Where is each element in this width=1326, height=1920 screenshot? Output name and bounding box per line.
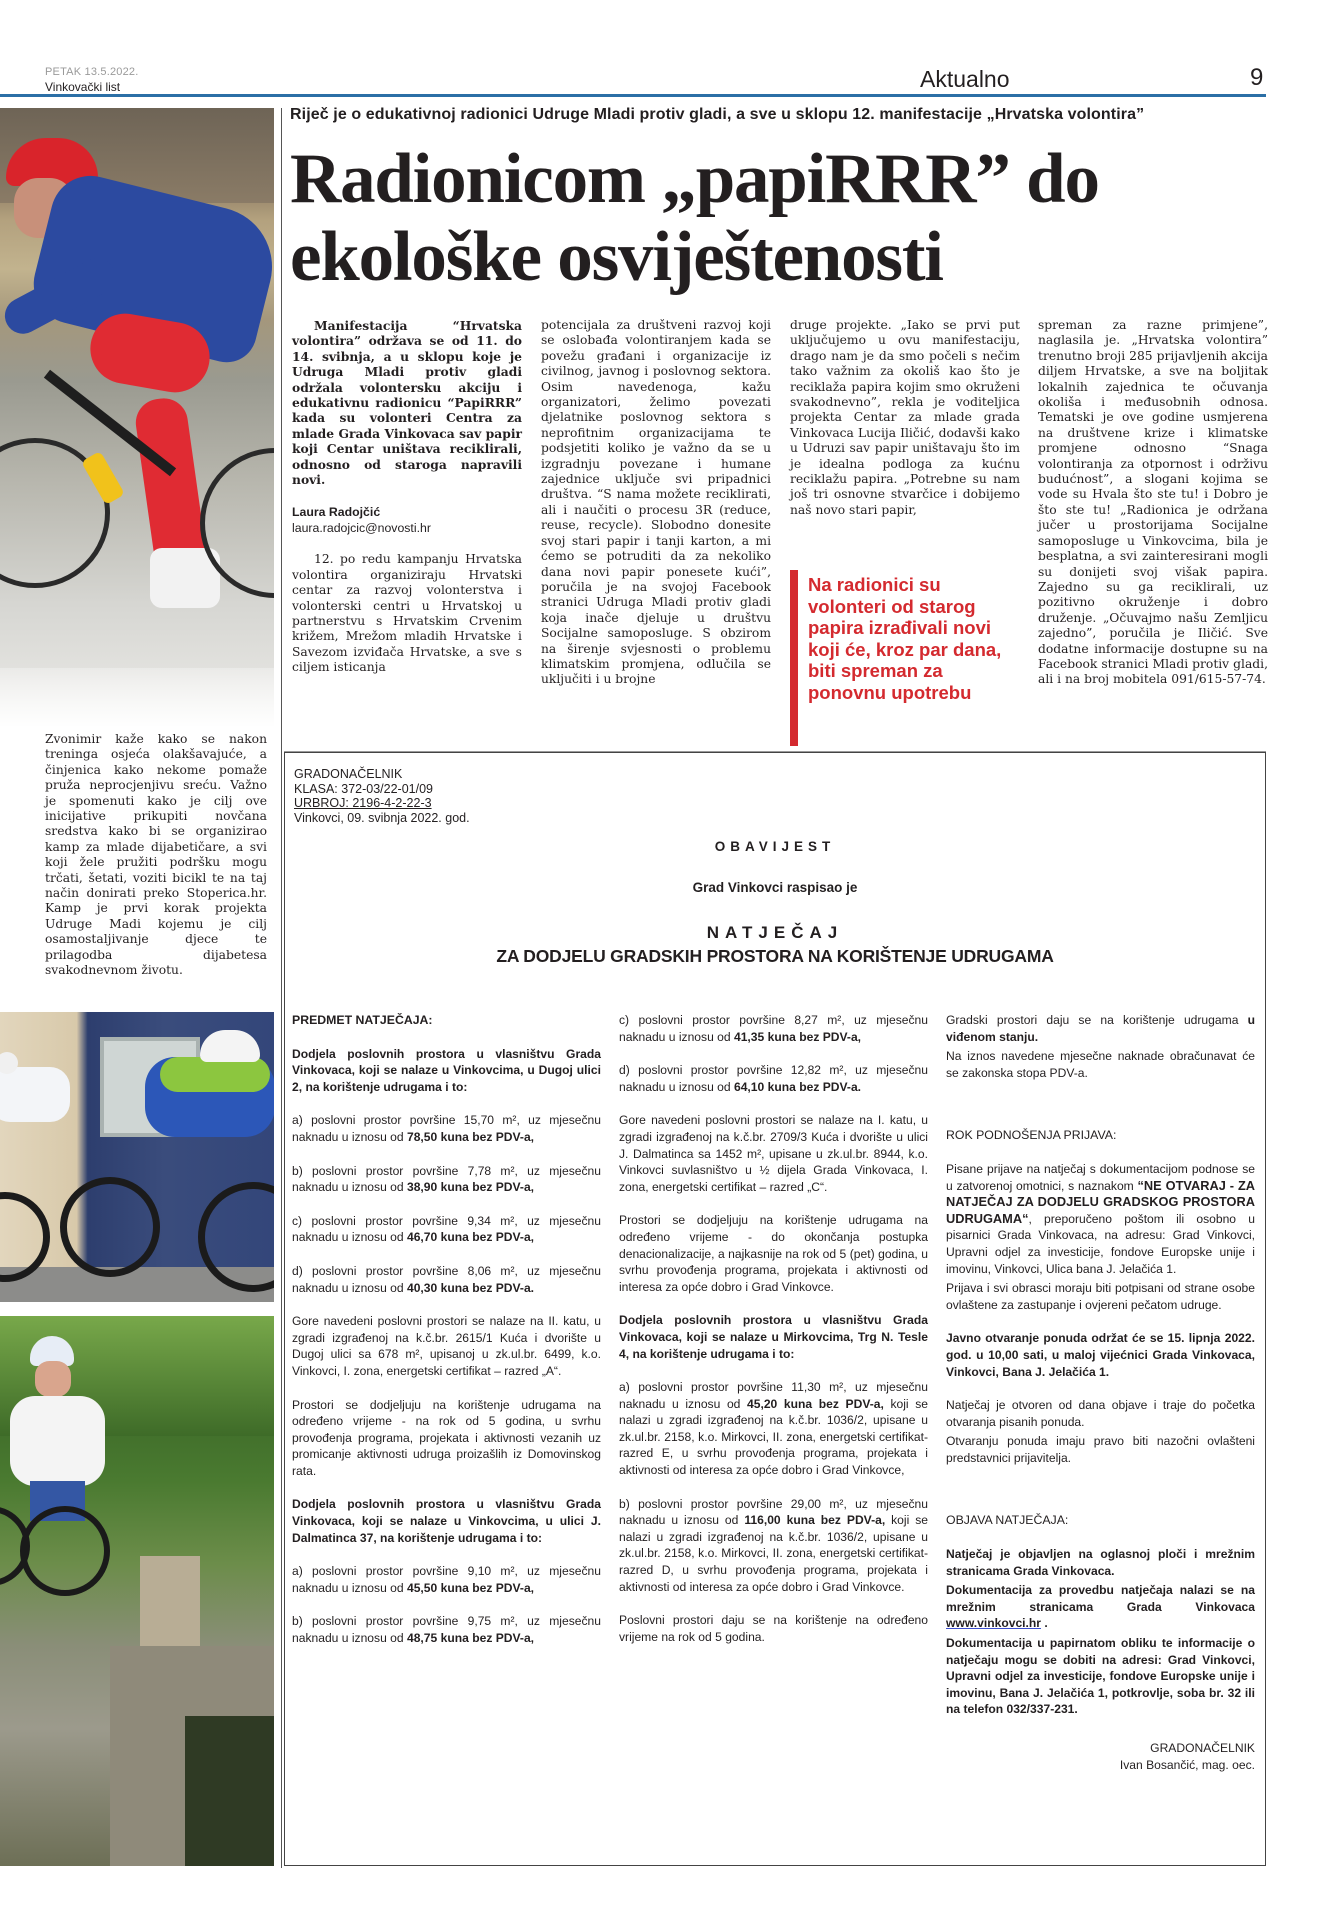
offer-item-text: d) poslovni prostor površine 8,06 m², uz mjesečnu naknadu u iznosu od [292,1263,601,1295]
group3-intro: Dodjela poslovnih prostora u vlasništvu Grada Vinkovaca, koji se nalaze u Mirkovcima, Trg N. Tesle 4, na korištenje udrugama i to: [619,1313,928,1361]
notice-place-date: Vinkovci, 09. svibnja 2022. god. [294,810,470,825]
offer-item-text: b) poslovni prostor površine 9,75 m², uz mjesečnu naknadu u iznosu od [292,1614,601,1646]
opening-note: Javno otvaranje ponuda održat će se 15. lipnja 2022. god. u 10,00 sati, u maloj vijećnici Grada Vinkovaca, Vinkovci, Bana J. Jelačića 1. [946,1331,1255,1379]
group1-intro: Dodjela poslovnih prostora u vlasništvu Grada Vinkovaca, koji se nalaze u Vinkovcima, u Dugoj ulici 2, na korištenje udrugama i to: [292,1046,601,1094]
offer-item-text: c) poslovni prostor površine 8,27 m², uz mjesečnu naknadu u iznosu od [619,1013,928,1044]
group3-terms: Poslovni prostori daju se na korištenje na određeno vrijeme na rok od 5 godina. [619,1613,928,1644]
condition-bold: u viđenom stanju. [946,1013,1255,1044]
photo-cyclist-forest-icon [0,1316,274,1866]
column-separator [281,108,282,1868]
notice-column-2 [619,1012,928,1662]
attendance-note: Otvaranju ponuda imaju pravo biti nazočni ovlašteni predstavnici prijavitelja. [946,1434,1255,1465]
photo-jersey-white [10,1396,105,1486]
offer-item-suffix: bez PDV-a. [468,1280,535,1295]
photo-rider1-wheel [60,1177,160,1277]
newspaper-name: Vinkovački list [45,80,121,94]
offer-item-suffix: bez PDV-a, [468,1180,535,1195]
author-name: Laura Radojčić [292,505,381,520]
offer-item-text: b) poslovni prostor površine 29,00 m², uz mjesečnu naknadu u iznosu od [619,1496,928,1528]
offer-item [619,1379,928,1479]
offer-item-suffix: bez PDV-a, [468,1129,535,1144]
notice-raspisao: Grad Vinkovci raspisao je [692,880,858,895]
offer-item-text: a) poslovni prostor površine 15,70 m², uz mjesečnu naknadu u iznosu od [292,1113,601,1144]
objava-text: Natječaj je objavljen na oglasnoj ploči i mrežnim stranicama Grada Vinkovaca. [946,1547,1255,1578]
group1-items [292,1112,601,1296]
sign-name: Ivan Bosančić, mag. oec. [1119,1757,1255,1772]
photo-fade [0,668,274,728]
paper-docs: Dokumentacija u papirnatom obliku te informacije o natječaju mogu se dobiti na adresi: Grad Vinkovci, Upravni odjel za investicije, fondove Europske unije i imovinu, Bana J. Jelačića 1, potkrovlje, soba br. 32 ili na telefon 032/337-231. [946,1636,1255,1717]
group3-items [619,1379,928,1595]
rok-text-mark: “NE OTVARAJ - ZA NATJEČAJ ZA DODJELU GRADSKOG PROSTORA UDRUGAMA“ [946,1177,1256,1226]
offer-item-suffix: bez PDV-a. [795,1079,862,1094]
article-body-col3: druge projekte. „Iako se prvi put uključujemo u ovu manifestaciju, drago nam je da smo počeli s nečim tako važnim za okoliš kao što je reciklaža papira kojim smo okruženi svakodnevno”, rekla je voditeljica projekta Centar za mlade grada Vinkovaca Lucija Iličić, dodavši kako u Udruzi sav papir uništavaju što im je idealna podloga za kućnu reciklažu papira. „Potrebne su nam još tri osnovne stvarčice i dobijemo naš novo stari papir, [790,318,1020,517]
group2-items-part1 [292,1563,601,1646]
predmet-heading: PREDMET NATJEČAJA: [292,1013,433,1027]
group2-items-part2 [619,1012,928,1095]
group1-terms: Prostori se dodjeljuju na korištenje udrugama na određeno vrijeme - na rok od 5 godina, u svrhu provođenja programa, projekata i aktivnosti vezanih uz promicanje aktivnosti udruga proizašlih iz Domovinskog rata. [292,1397,601,1478]
photo-face [35,1361,71,1397]
pull-quote: Na radionici su volonteri od starog papira izrađivali novi koji će, kroz par dana, biti spreman za ponovnu upotrebu [790,570,1022,746]
notice-column-3 [946,1012,1255,1773]
notice-column-1 [292,1012,601,1664]
vat-note: Na iznos navedene mjesečne naknade obračunavat će se zakonska stopa PDV-a. [946,1049,1255,1080]
photo-rider1-jersey [0,1067,70,1122]
notice-klasa: KLASA: 372-03/22-01/09 [294,781,433,796]
rok-text-pre: Pisane prijave na natječaj s dokumentacijom podnose se u zatvorenoj omotnici, s naznakom [946,1161,1255,1193]
article-column-2 [541,318,771,688]
offer-item [292,1163,601,1196]
open-period: Natječaj je otvoren od dana objave i traje do početka otvaranja pisanih ponuda. [946,1398,1255,1429]
notice-obavijest: OBAVIJEST [714,839,836,854]
offer-item-suffix: bez PDV-a, [468,1631,535,1646]
page-number: 9 [1250,64,1264,91]
offer-item [292,1263,601,1296]
offer-item-amount: 46,70 kuna [406,1230,469,1245]
offer-item-suffix: koji se nalazi u zgradi izgrađenoj na k.č.br. 1036/2, upisane u zk.ul.br. 2158, k.o. Mirkovci, II. zona, energetski certifikat-razred E, u svrhu provođenja programa, projekata i aktivnosti od interesa za opće dobro i Grad Vinkovce, [619,1396,929,1478]
rok-heading: ROK PODNOŠENJA PRIJAVA: [946,1128,1117,1143]
photo-rider2-shoulder [160,1057,270,1092]
offer-item-text: d) poslovni prostor površine 12,82 m², uz mjesečnu naknadu u iznosu od [619,1063,928,1094]
condition-note [946,1012,1255,1045]
rok-text-post: , preporučeno poštom ili osobno u pisarnici Grada Vinkovaca, na adresu: Grad Vinkovci, Upravni odjel za investicije, fondove Europske unije i imovinu, Vinkovci, Ulica bana J. Jelačića 1. [946,1211,1255,1276]
offer-item-amount: 41,35 kuna [733,1029,796,1044]
photo-caption-text: Zvonimir kaže kako se nakon treninga osjeća olakšavajuće, a činjenica kako nekome pomaže pruža neprocjenjivu sreću. Važno je spomenuti kako je cilj ove inicijative prikupiti novčana sredstva kako bi se organizirao kamp za mlade dijabetičare, a svi koji žele pružiti podršku mogu trčati, šetati, voziti bicikl te na taj način donirati preko Stoperica.hr. Kamp je prvi korak projekta Udruge Madi kojemu je cilj osamostaljivanje djece te prilagodba dijabetesa svakodnevnom životu. [45,732,267,978]
offer-item-amount: 78,50 kuna [406,1129,469,1144]
article-body-col2: potencijala za društveni razvoj koji se oslobađa volontiranjem kada se povežu građani i organizacije iz civilnog, javnog i poslovnog sektora. Osim navedenoga, kažu organizatori, želimo povezati djelatnike poslovnog sektora s neprofitnim organizacijama te podsjetiti koliko je važno da se u izgradnju povezane i humane zajednice uključe svi pripadnici društva. “S nama možete reciklirati, ali i naučiti o procesu 3R (reduce, reuse, recycle). Slobodno donesite svoj stari papir i tanji karton, a mi ćemo se potruditi da za nekoliko dana novi papir ponesete kući”, poručila je na svojoj Facebook stranici Udruga Mladi protiv gladi koja inače djeluje u društvu Socijalne samoposluge. S obzirom na širenje svjesnosti o problemu klimatskim promjena, odlučila se uključiti i u brojne [541,318,771,687]
photo-cyclists-racing-icon [0,1012,274,1302]
article-column-1 [292,318,522,676]
offer-item-text: a) poslovni prostor površine 11,30 m², uz mjesečnu naknadu u iznosu od [619,1380,928,1411]
docs-text [946,1582,1255,1632]
offer-item-suffix: bez PDV-a, [468,1230,535,1245]
notice-urbroj: URBROJ: 2196-4-2-22-3 [294,796,432,810]
offer-item [619,1062,928,1095]
offer-item [292,1563,601,1596]
group2-terms: Prostori se dodjeljuju na korištenje udrugama na određeno vrijeme - do okončanja postupka denacionalizacije, a najkasnije na rok od 5 (pet) godina, u svrhu provođenja programa, projekata i aktivnosti od interesa za opće dobro i Grad Vinkovce. [619,1213,928,1294]
notice-reference-block [294,767,470,825]
group1-location: Gore navedeni poslovni prostori se nalaze na II. katu, u zgradi izgrađenoj na k.č.br. 2615/1 Kuća i dvorište u Dugoj ulici sa 678 m², upisanoj u zk.ul.br. 6499, k.o. Vinkovci, I. zona, energetski certifikat – razred „A“. [292,1314,601,1378]
notice-issuer: GRADONAČELNIK [294,767,403,781]
docs-text-body: Dokumentacija za provedbu natječaja nalazi se na mrežnim stranicama Grada Vinkovaca [946,1583,1255,1614]
notice-title: ZA DODJELU GRADSKIH PROSTORA NA KORIŠTENJE UDRUGAMA [496,946,1054,966]
offer-item-text: c) poslovni prostor površine 9,34 m², uz mjesečnu naknadu u iznosu od [292,1213,601,1245]
condition-text: Gradski prostori daju se na korištenje udrugama [946,1013,1248,1027]
offer-item [619,1496,928,1596]
photo-bike-wheel [20,1506,110,1596]
objava-heading: OBJAVA NATJEČAJA: [946,1513,1069,1528]
vinkovci-website-link[interactable]: www.vinkovci.hr [946,1616,1041,1631]
offer-item-amount: 38,90 kuna [406,1180,469,1195]
issue-date: PETAK 13.5.2022. [45,66,139,78]
article-body-col1: 12. po redu kampanju Hrvatska volontira organiziraju Hrvatski centar za razvoj volonterstva i volonterski centri u Hrvatskoj u partnerstvu s Hrvatskim Crvenim križem, Mrežom mladih Hrvatske i Savezom izviđača Hrvatske, a sve s ciljem isticanja [292,552,522,675]
sign-title: GRADONAČELNIK [1150,1741,1255,1755]
docs-link-suffix: . [1040,1616,1048,1631]
rok-text [946,1161,1255,1277]
offer-item-amount: 116,00 kuna bez PDV-a, [744,1513,886,1528]
signature-note: Prijava i svi obrasci moraju biti potpisani od strane osobe ovlaštene za zastupanje i ovjereni pečatom udruge. [946,1281,1255,1312]
offer-item-text: b) poslovni prostor površine 7,78 m², uz mjesečnu naknadu u iznosu od [292,1163,601,1195]
photo-rider2-helmet [200,1030,260,1062]
offer-item [292,1213,601,1246]
section-title: Aktualno [920,66,1010,92]
notice-natjecaj: NATJEČAJ [706,923,844,942]
article-column-3 [790,318,1020,518]
article-kicker: Riječ je o edukativnoj radionici Udruge Mladi protiv gladi, a sve u sklopu 12. manifestacije „Hrvatska volontira” [290,106,1145,123]
group2-intro: Dodjela poslovnih prostora u vlasništvu Grada Vinkovaca, koji se nalaze u Vinkovcima, u ulici J. Dalmatinca 37, na korištenje udrugama i to: [292,1497,601,1545]
offer-item [619,1012,928,1045]
offer-item-suffix: bez PDV-a, [795,1029,862,1044]
offer-item-suffix: koji se nalazi u zgradi izgrađenoj na k.č.br. 1036/2, upisane u zk.ul.br. 2158, k.o. Mirkovci, II. zona, energetski certifikat-razred D, u svrhu provođenja programa, projekata i aktivnosti od interesa za opće dobro i Grad Vinkovce. [619,1513,928,1594]
offer-item [292,1112,601,1145]
article-lead: Manifestacija “Hrvatska volontira” održava se od 11. do 14. svibnja, a u sklopu koje je Udruga Mladi protiv gladi održala volontersku akciju i edukativnu radionicu “PapiRRR” kada su volonteri Centra za mlade Grada Vinkovaca sav papir koji Centar uništava reciklirali, odnosno od staroga napravili novi. [292,318,522,488]
signoff [946,1740,1255,1773]
offer-item-amount: 40,30 kuna [406,1280,469,1295]
offer-item-amount: 48,75 kuna [406,1631,469,1646]
article-column-4 [1038,318,1268,688]
photo-cyclist-red-blue-kit-icon [0,108,274,728]
header-rule [0,94,1266,97]
offer-item-text: a) poslovni prostor površine 9,10 m², uz mjesečnu naknadu u iznosu od [292,1564,601,1595]
offer-item-suffix: bez PDV-a, [468,1580,535,1595]
article-headline: Radionicom „papiRRR” do ekološke osviještenosti [290,140,1099,296]
author-email[interactable]: laura.radojcic@novosti.hr [292,520,431,535]
photo-water [185,1716,274,1866]
offer-item-amount: 45,20 kuna bez PDV-a, [747,1396,884,1411]
article-body-col4: spreman za razne primjene”, naglasila je. „Hrvatska volontira” trenutno broji 285 prijavljenih akcija diljem Hrvatske, a sve na boljitak lokalnih zajednica te očuvanja okoliša i međusobnih odnosa. Tematski je ove godine usmjerena na društvene krize i klimatske promjene odnosno “Snaga volontiranja za otpornost i održivu budućnost”, a slogani kojima se vode su Hvala što ste tu! i Dobro je što ste tu! „Radionica je održana jučer u prostorijama Socijalne samoposluge u Vinkovcima, bila je besplatna, a svi zainteresirani mogli su donijeti svoj višak papira. Zajedno su ga reciklirali, uz pozitivno okruženje i dobro druženje. „Očuvajmo našu Zemljicu zajedno”, poručila je Iličić. Sve dodatne informacije dostupne su na Facebook stranici Mladi protiv gladi, ali i na broj mobitela 091/615-57-74. [1038,318,1268,687]
offer-item-amount: 64,10 kuna [733,1079,796,1094]
offer-item-amount: 45,50 kuna [406,1580,469,1595]
group2-location: Gore navedeni poslovni prostori se nalaze na I. katu, u zgradi izgrađenoj na k.č.br. 2709/3 Kuća i dvorište u ulici J. Dalmatinca sa 1452 m², upisane u zk.ul.br. 8944, k.o. Vinkovci suvlasništvo u ½ dijela Grada Vinkovaca, I. zona, energetski certifikat – razred „C“. [619,1113,928,1194]
offer-item [292,1613,601,1646]
